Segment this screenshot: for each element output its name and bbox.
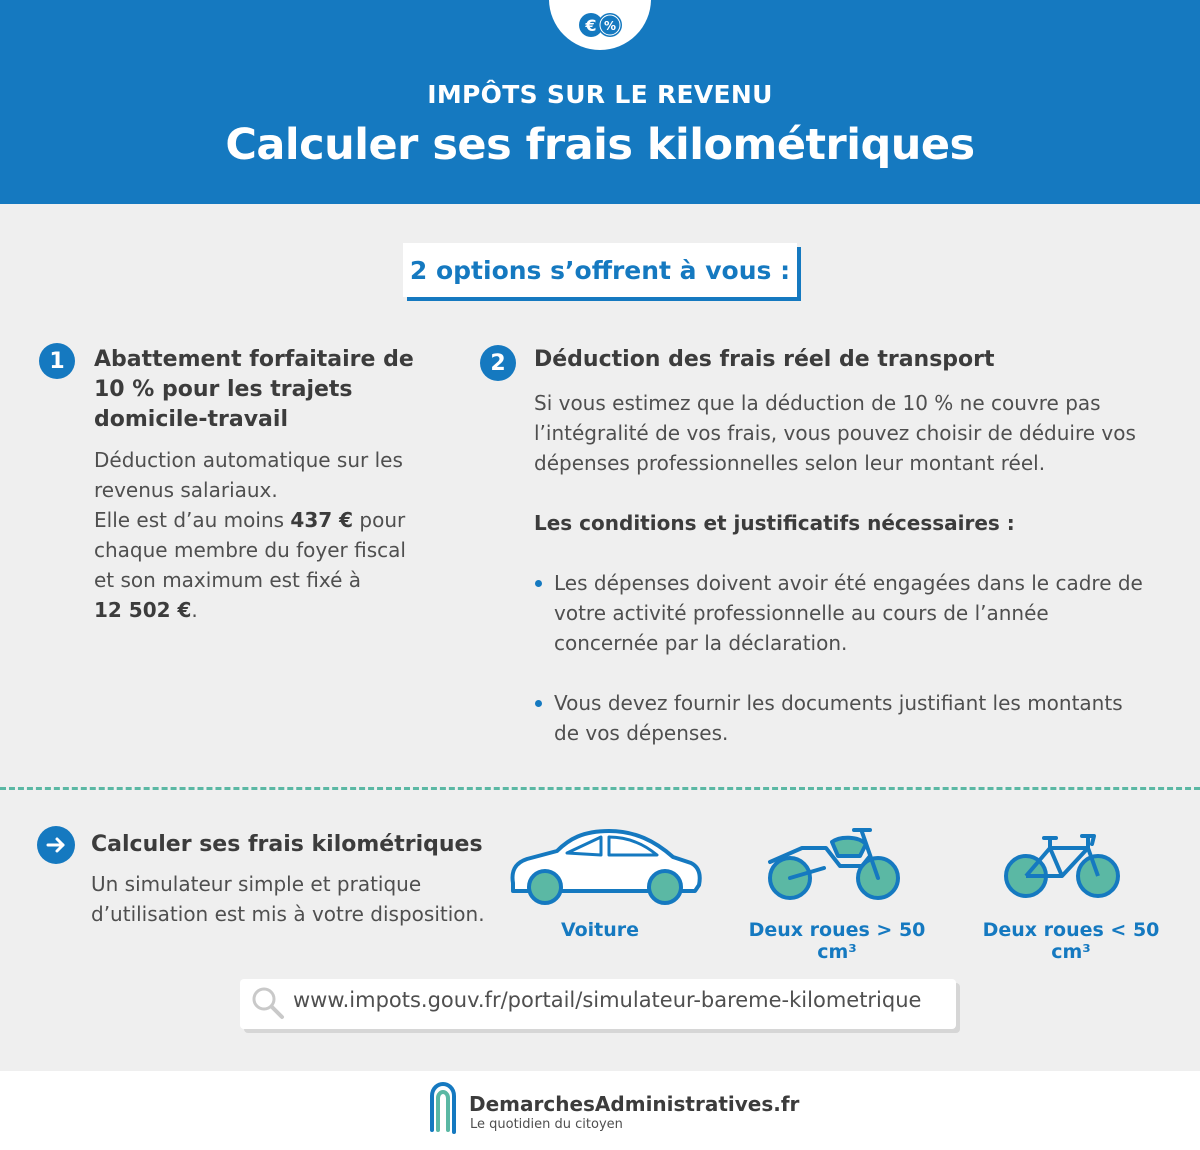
option2-body-line: Si vous estimez que la déduction de 10 % ne couvre pas — [534, 391, 1101, 415]
calculator-body-line: Un simulateur simple et pratique — [91, 872, 422, 896]
arrow-right-icon — [37, 826, 75, 864]
calculator-body — [91, 869, 511, 929]
section-divider — [0, 787, 1200, 790]
vehicle-label-car: Voiture — [560, 919, 640, 941]
paperclip-logo-icon — [424, 1080, 462, 1140]
condition-line: de vos dépenses. — [554, 721, 729, 745]
condition-item — [554, 688, 1184, 748]
brand-name[interactable]: DemarchesAdministratives.fr — [469, 1092, 800, 1116]
svg-text:€: € — [585, 16, 597, 35]
search-icon — [250, 985, 286, 1021]
motorbike-icon — [762, 822, 910, 908]
page-title: Calculer ses frais kilométriques — [225, 120, 975, 170]
max-amount: 12 502 € — [94, 598, 192, 622]
svg-text:%: % — [603, 19, 617, 33]
option1-body — [94, 445, 454, 625]
bullet-dot — [535, 700, 542, 707]
options-heading: 2 options s’offrent à vous : — [409, 255, 791, 285]
vehicle-label-bicycle: Deux roues < 50 cm³ — [982, 919, 1160, 963]
simulator-link[interactable]: www.impots.gouv.fr/portail/simulateur-bareme-kilometrique — [293, 988, 922, 1012]
option1-number-badge — [39, 343, 75, 379]
calculator-body-line: d’utilisation est mis à votre disposition. — [91, 902, 485, 926]
condition-line: Les dépenses doivent avoir été engagées dans le cadre de — [554, 571, 1143, 595]
euro-percent-icon — [575, 10, 625, 40]
brand-tagline: Le quotidien du citoyen — [470, 1117, 623, 1132]
condition-line: concernée par la déclaration. — [554, 631, 848, 655]
bullet-dot — [535, 580, 542, 587]
option2-title: Déduction des frais réel de transport — [534, 347, 995, 372]
car-icon — [505, 825, 705, 910]
option1-number: 1 — [49, 348, 65, 374]
option1-body-line: revenus salariaux. — [94, 478, 278, 502]
condition-item — [554, 568, 1184, 658]
option2-body-line: l’intégralité de vos frais, vous pouvez choisir de déduire vos — [534, 421, 1136, 445]
option1-body-line: Déduction automatique sur les — [94, 448, 403, 472]
bicycle-icon — [1002, 830, 1122, 902]
header-supertitle: IMPÔTS SUR LE REVENU — [427, 80, 773, 109]
option2-number-badge — [480, 345, 516, 381]
option1-body-line: Elle est d’au moins 437 € pour — [94, 508, 406, 532]
option1-title — [94, 345, 434, 435]
vehicle-label-motorbike: Deux roues > 50 cm³ — [748, 919, 926, 963]
conditions-title: Les conditions et justificatifs nécessaires : — [534, 511, 1015, 535]
min-amount: 437 € — [290, 508, 354, 532]
options-heading-box — [403, 243, 797, 297]
option2-body-line: dépenses professionnelles selon leur montant réel. — [534, 451, 1046, 475]
option2-number: 2 — [490, 350, 506, 376]
option1-title-line: 10 % pour les trajets — [94, 377, 353, 402]
option1-body-line: chaque membre du foyer fiscal — [94, 538, 406, 562]
option1-title-line: domicile-travail — [94, 407, 288, 432]
option1-body-line: et son maximum est fixé à — [94, 568, 361, 592]
condition-line: Vous devez fournir les documents justifiant les montants — [554, 691, 1123, 715]
calculator-title: Calculer ses frais kilométriques — [91, 832, 483, 857]
condition-line: votre activité professionnelle au cours de l’année — [554, 601, 1049, 625]
option2-body — [534, 388, 1174, 478]
option1-body-line: 12 502 €. — [94, 598, 198, 622]
option1-title-line: Abattement forfaitaire de — [94, 347, 414, 372]
